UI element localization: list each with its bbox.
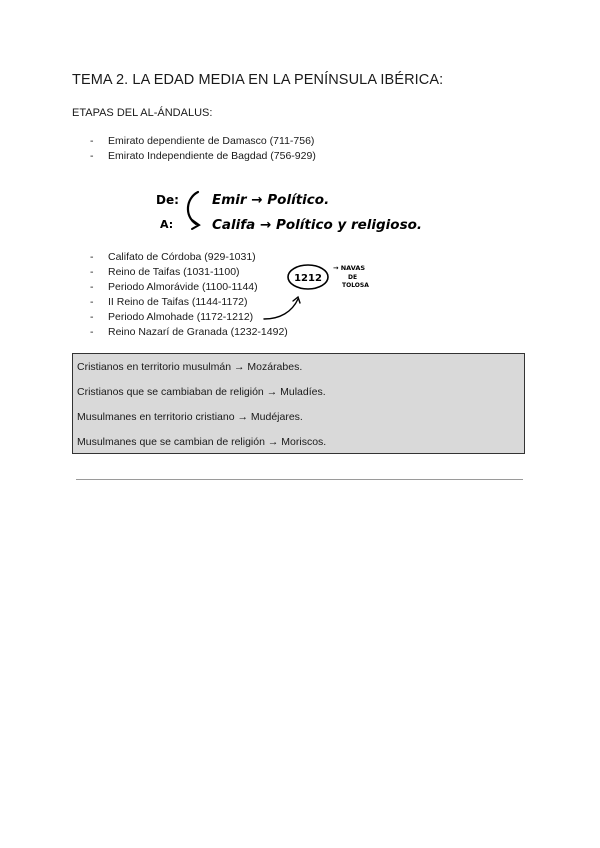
divider [76,479,523,480]
section-subtitle: ETAPAS DEL AL-ÁNDALUS: [72,107,213,119]
list-item [90,134,316,149]
list-bullet: - [90,150,94,162]
list-item-text: Emirato Independiente de Bagdad (756-929) [108,150,316,162]
margin-note-year: 1212 [294,273,322,284]
list-bullet: - [90,135,94,147]
pointer-arrow-icon [264,299,298,319]
list-item-text: Emirato dependiente de Damasco (711-756) [108,135,315,147]
list-item-text: Reino Nazarí de Granada (1232-1492) [108,326,288,338]
list-item [90,280,288,295]
list-bullet: - [90,266,94,278]
list-bullet: - [90,311,94,323]
handwritten-to-label: A: [160,218,174,231]
handwritten-annotation [150,180,450,240]
handwritten-from-label: De: [156,193,179,207]
term-item: Musulmanes que se cambian de religión → Moriscos. [77,436,327,448]
margin-note-line-3: TOLOSA [342,282,369,289]
stages-list-after [90,250,288,340]
bracket-mark [188,192,198,224]
terms-box [72,353,525,454]
list-item-text: Periodo Almohade (1172-1212) [108,311,254,323]
list-item [90,295,288,310]
list-bullet: - [90,296,94,308]
handwritten-line-1: Emir → Político. [212,192,330,208]
list-item-text: Califato de Córdoba (929-1031) [108,251,256,263]
list-item [90,265,288,280]
list-item [90,250,288,265]
list-item [90,310,288,325]
margin-note-line-2: DE [348,274,358,281]
page-title: TEMA 2. LA EDAD MEDIA EN LA PENÍNSULA IBÉRICA: [72,72,444,88]
list-bullet: - [90,251,94,263]
list-item-text: II Reino de Taifas (1144-1172) [108,296,248,308]
list-item-text: Reino de Taifas (1031-1100) [108,266,240,278]
margin-note [260,262,380,324]
stages-list-before [90,134,316,164]
term-item: Cristianos que se cambiaban de religión → Muladíes. [77,386,326,398]
list-bullet: - [90,326,94,338]
list-item [90,325,288,340]
list-bullet: - [90,281,94,293]
list-item [90,149,316,164]
list-item-text: Periodo Almorávide (1100-1144) [108,281,258,293]
handwritten-line-2: Califa → Político y religioso. [212,217,423,233]
term-item: Cristianos en territorio musulmán → Mozárabes. [77,361,303,373]
margin-note-line-1: → NAVAS [333,264,366,272]
term-item: Musulmanes en territorio cristiano → Mudéjares. [77,411,303,423]
